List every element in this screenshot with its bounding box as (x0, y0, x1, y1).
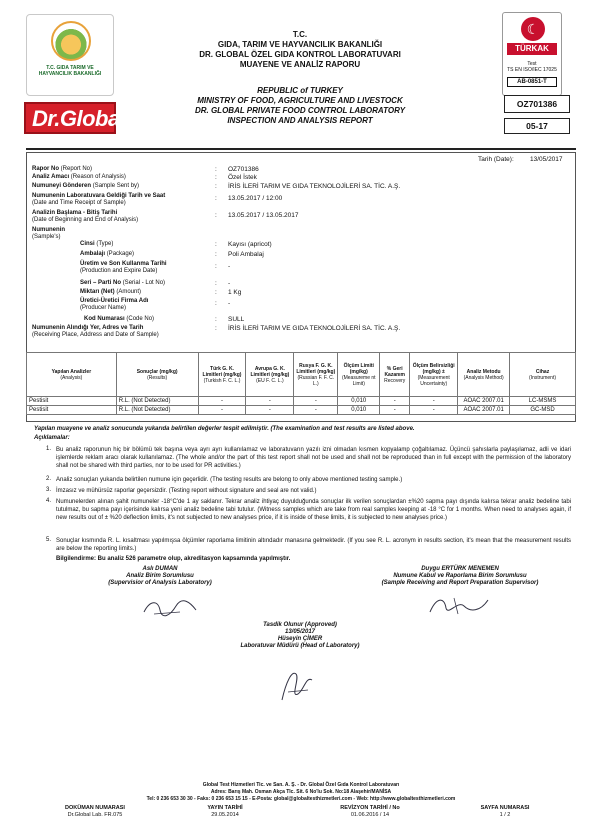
field-code: Kod Numarası (Code No) (84, 316, 155, 322)
dr-global-logo-text: Dr.Global (32, 106, 126, 131)
type-value: Kayısı (apricot) (228, 241, 272, 248)
table-row: Pestisit R.L. (Not Detected) - - - 0,010 - - AOAC 2007.01 GC-MSD (27, 406, 576, 415)
footer-address: Global Test Hizmetleri Tic. ve San. A. Ş. - Dr. Global Özel Gıda Kontrol Laboratuvarı Adres: Barış Mah. Osman Akça Tlc. Sit. 6 No'lu Sok. No:18 Alaşehir/MANİSA Tel: 0 236 653 30 30 - Faks: 0 236 653 15 15 - E-Posta: global@globaltesthizmetleri.com - Web: http://www.globaltesthizmetleri.com (146, 782, 456, 802)
wheat-emblem-icon (51, 21, 91, 61)
note-item-2: Analiz sonuçları yukarıda belirtilen numune için geçerlidir. (The testing results are belong to only above mentioned testing sample.) (56, 477, 403, 483)
field-prod-expire: Üretim ve Son Kullanma Tarihi (Production and Expire Date) (80, 261, 167, 274)
crescent-star-icon: ☾ (521, 17, 545, 41)
analysis-dates-value: 13.05.2017 / 13.05.2017 (228, 212, 299, 219)
note-item-4: Numunelerden alınan şahit numuneler -18°C'de 1 ay saklanır. Tekrar analiz ihtiyaç duyulduğunda sonuçlar ilk verilen sonuçlardan ±%20 sapma payı dışında kalırsa tekrar analiz bedeline tabi tutulmaz, bu sapma payı içerisinde kalırsa yeni analiz bedeline tabi tutulur. (Witness samples which are take from real samples keeping at -18 °C for 1 months. When need to analyses again, if new results out of ± %20 deflection limits, it's not subjected to new analyses price, if it is inside of these limits, it is subjected to new analyses price.) (56, 499, 571, 521)
field-sample: Numunenin (Sample's) (32, 227, 65, 240)
field-producer: Üretici-Üretici Firma Adı (Producer Name) (80, 298, 149, 311)
field-serial: Seri – Parti No (Serial - Lot No) (80, 280, 166, 286)
dr-global-logo (24, 102, 126, 134)
report-number-box: OZ701386 (504, 95, 570, 113)
receipt-date-value: 13.05.2017 / 12:00 (228, 195, 283, 202)
col-measurement-limit: Ölçüm Limiti (mg/kg) (Measureme nt Limit) (338, 353, 380, 397)
field-package: Ambalajı (Package) (80, 251, 135, 257)
package-value: Poli Ambalaj (228, 251, 264, 258)
note-item-1: Bu analiz raporunun hiç bir bölümü tek başına veya ayrı ayrı kullanılamaz ve laboratuvarın yazılı izni olmadan kısmen kopyalamp çoğaltılamaz. Üçüncü şahıslarla paylaşılamaz, adli ve idari işlemlerde reklam aracı olarak kullanılamaz. (The whole and/or the part of this test report shall not be used and shall not be reproduced than in full except with the permission of the laboratory shall not be shared with third parties, nor to be used for PR activities.) (56, 447, 571, 469)
report-no-value: OZ701386 (228, 166, 259, 173)
note-item-5: Sonuçlar kısmında R. L. kısaltması yapılmışsa ölçümler raporlama limitinin altındadır manasına gelmektedir. (If you see R. L. acronym in results section, it's mean that the measurement results are below the reporting limits.) (56, 538, 571, 552)
turkak-name: TÜRKAK (507, 43, 557, 55)
field-taken-from: Numunenin Alındığı Yer, Adres ve Tarih (Receiving Place, Address and Date of Sample) (32, 325, 159, 338)
prod-expire-value: - (228, 263, 231, 270)
col-method: Analiz Metodu (Analysis Method) (458, 353, 510, 397)
info-note: Bilgilendirme: Bu analiz 526 parametre olup, akreditasyon kapsamında yapılmıştır. (56, 556, 291, 562)
reason-value: Özel İstek (228, 174, 257, 181)
col-eu-limit: Avrupa G. K. Limitleri (mg/kg) (EU F. C. L.) (246, 353, 294, 397)
approval-block: Tasdik Olunur (Approved) 13/05/2017 Hüseyin ÇİMER Laboratuvar Müdürü (Head of Laboratory) (240, 622, 360, 649)
field-reason: Analiz Amacı (Reason of Analysis) (32, 174, 126, 180)
header-en: REPUBLIC of TURKEY MINISTRY OF FOOD, AGRICULTURE AND LIVESTOCK DR. GLOBAL PRIVATE FOOD CONTROL LABORATORY INSPECTION AND ANALYSIS REPORT (194, 86, 406, 125)
turkak-label: Test TS EN ISO/IEC 17025 (507, 61, 557, 73)
header-tr: T.C. GIDA, TARIM VE HAYVANCILIK BAKANLIĞI DR. GLOBAL ÖZEL GIDA KONTROL LABORATUVARI MUAYENE VE ANALİZ RAPORU (199, 30, 401, 69)
table-row: Pestisit R.L. (Not Detected) - - - 0,010 - - AOAC 2007.01 LC-MSMS (27, 397, 576, 406)
footer-publish-date: YAYIN TARİHİ 29.05.2014 (207, 805, 243, 818)
note-item-3: İmzasız ve mühürsüz raporlar geçersizdir. (Testing report without signature and seal are not valid.) (56, 488, 317, 494)
table-header-row (27, 353, 576, 397)
date-label: Tarih (Date): (478, 156, 514, 163)
producer-value: - (228, 300, 231, 307)
left-signatory: Aslı DUMAN Analiz Birim Sorumlusu (Supervisior of Analysis Laboratory) (108, 566, 212, 586)
field-analysis-dates: Analizin Başlama - Bitiş Tarihi (Date of Beginning and End of Analysis) (32, 210, 139, 223)
turkak-accreditation-logo (502, 12, 562, 96)
col-recovery: % Geri Kazanım Recovery (380, 353, 410, 397)
field-amount: Miktarı (Net) (Amount) (80, 289, 142, 295)
col-uncertainty: Ölçüm Belirsizliği (mg/kg) ± (Measurement Uncertainty) (410, 353, 458, 397)
left-signature-scribble (140, 596, 200, 620)
col-turkish-limit: Türk G. K. Limitleri (mg/kg) (Turkish F. C. L.) (198, 353, 246, 397)
footer-page-number: SAYFA NUMARASI 1 / 2 (480, 805, 530, 818)
serial-value: - (228, 280, 231, 287)
center-signature-scribble (272, 664, 322, 708)
col-results: Sonuçlar (mg/kg) (Results) (116, 353, 198, 397)
field-sent-by: Numuneyi Gönderen (Sample Sent by) (32, 183, 140, 189)
ministry-logo (26, 14, 114, 96)
field-report-no: Rapor No (Report No) (32, 166, 93, 172)
footer-revision: REVİZYON TARİHİ / No 01.06.2016 / 14 (340, 805, 400, 818)
date-value: 13/05/2017 (530, 156, 563, 163)
code-value: SULL (228, 316, 245, 323)
col-russian-limit: Rusya F. G. K. Limitleri (mg/kg) (Russian F. F. C. L.) (294, 353, 338, 397)
right-signatory: Duygu ERTÜRK MENEMEN Numune Kabul ve Raporlama Birim Sorumlusu (Sample Receiving and Report Preparation Supervisor) (381, 566, 539, 586)
ministry-logo-text: T.C. GIDA TARIM VE HAYVANCILIK BAKANLIĞI (38, 65, 102, 77)
col-analysis: Yapılan Analizler (Analysis) (27, 353, 117, 397)
revision-box: 05-17 (504, 118, 570, 134)
right-signature-scribble (424, 592, 494, 620)
field-type: Cinsi (Type) (80, 241, 114, 247)
taken-from-value: İRİS İLERİ TARIM VE GIDA TEKNOLOJİLERİ SA. TİC. A.Ş. (228, 325, 401, 332)
header-divider (26, 148, 576, 150)
amount-value: 1 Kg (228, 289, 242, 296)
results-note: Yapılan muayene ve analiz sonucunda yukarıda belirtilen değerler tespit edilmiştir. (The examination and test results are listed above. (34, 426, 415, 432)
field-receipt-date: Numunenin Laboratuvara Geldiği Tarih ve Saat (Date and Time Receipt of Sample) (32, 193, 166, 206)
results-table (26, 352, 576, 415)
explanations-title: Açıklamalar: (34, 435, 70, 441)
sent-by-value: İRİS İLERİ TARIM VE GIDA TEKNOLOJİLERİ SA. TİC. A.Ş. (228, 183, 401, 190)
turkak-code: AB-0851-T (507, 77, 557, 87)
footer-doc-number: DOKÜMAN NUMARASI Dr.Global Lab. FR.075 (65, 805, 125, 818)
col-instrument: Cihaz (Instrument) (510, 353, 576, 397)
